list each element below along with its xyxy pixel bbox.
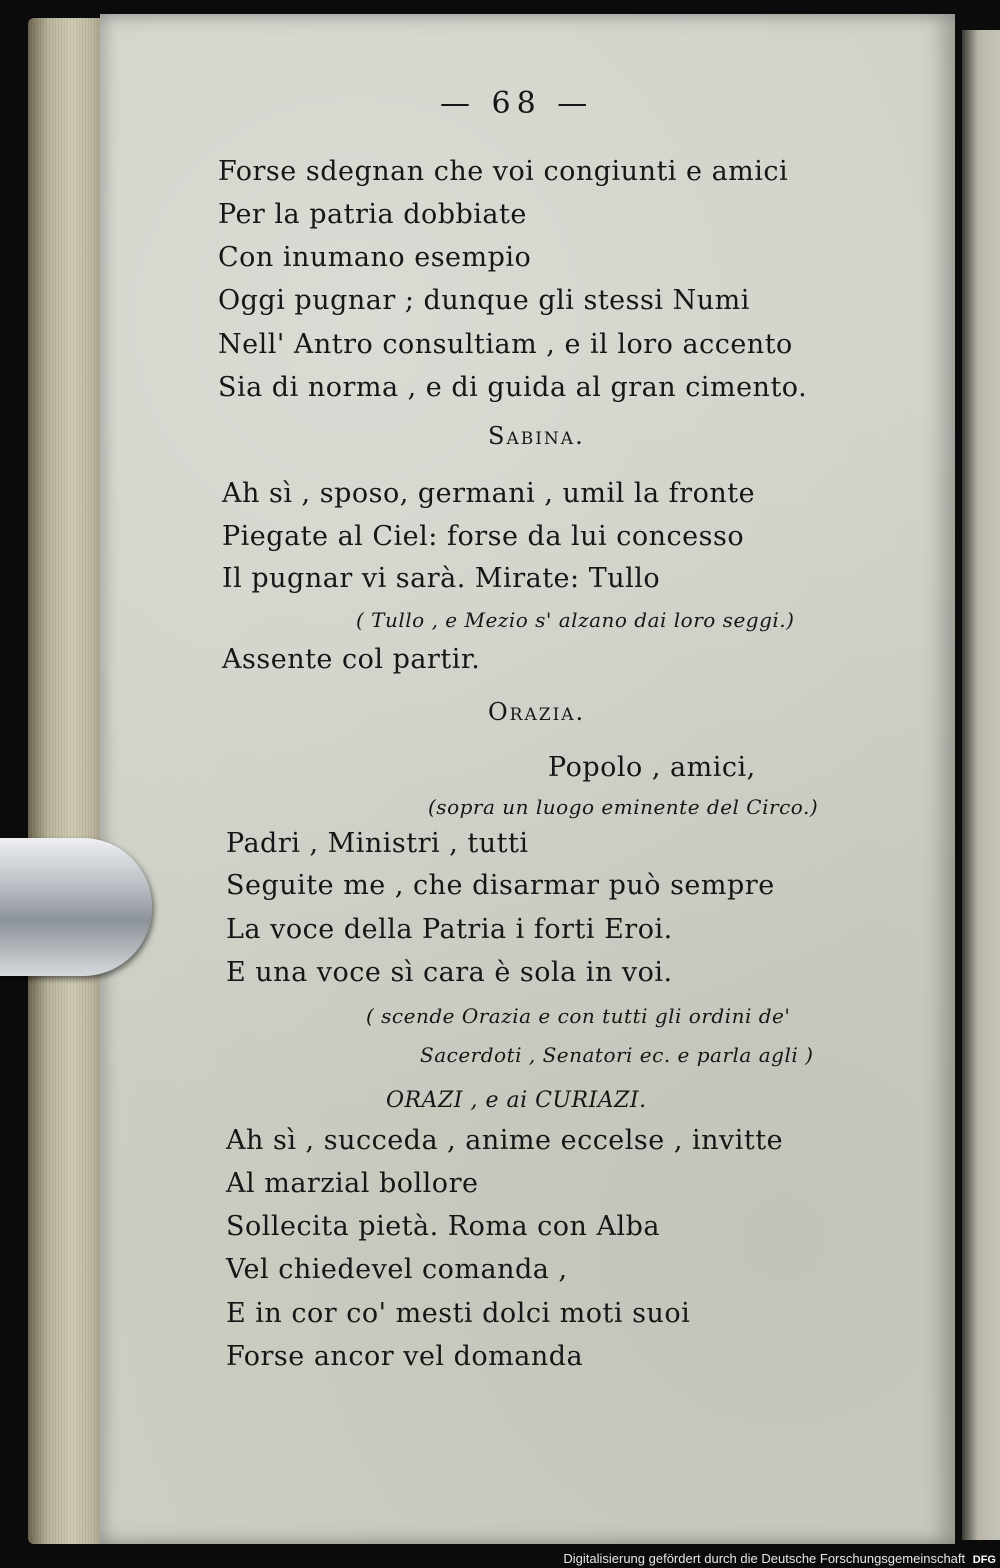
verse-line: La voce della Patria i forti Eroi. [226,914,673,945]
verse-line: Forse sdegnan che voi congiunti e amici [218,156,789,187]
verse-line: Al marzial bollore [226,1168,479,1199]
verse-line: Per la patria dobbiate [218,199,527,230]
addressee-line: ORAZI , e ai CURIAZI. [386,1088,647,1113]
verse-line: Seguite me , che disarmar può sempre [226,870,775,901]
verse-line: Il pugnar vi sarà. Mirate: Tullo [222,563,661,594]
speaker-name: Orazia. [488,698,586,726]
verse-line: Nell' Antro consultiam , e il loro accento [218,329,793,360]
dfg-logo: DFG [972,1554,996,1566]
stage-direction: ( Tullo , e Mezio s' alzano dai loro seggi.) [356,608,795,632]
speaker-name: Sabina. [488,422,585,450]
verse-line: Sollecita pietà. Roma con Alba [226,1211,661,1242]
verse-line: E in cor co' mesti dolci moti suoi [226,1298,691,1329]
page-number: — 68 — [440,86,594,121]
digitization-credit [563,1551,996,1566]
verse-line: Padri , Ministri , tutti [226,828,529,859]
stage-direction: ( scende Orazia e con tutti gli ordini de' [366,1004,791,1028]
credit-text: Digitalisierung gefördert durch die Deutsche Forschungsgemeinschaft [563,1551,966,1566]
next-page-edge [962,30,1000,1540]
verse-line: Popolo , amici, [548,752,756,783]
verse-line: E una voce sì cara è sola in voi. [226,957,673,988]
verse-line: Piegate al Ciel: forse da lui concesso [222,521,745,552]
book-page-edges [28,18,108,1544]
verse-line: Ah sì , succeda , anime eccelse , invitte [226,1125,784,1156]
stage-direction: (sopra un luogo eminente del Circo.) [428,795,819,819]
verse-line: Oggi pugnar ; dunque gli stessi Numi [218,285,750,316]
page-holder-clip [0,838,152,976]
verse-line: Assente col partir. [222,644,481,675]
verse-line: Con inumano esempio [218,242,532,273]
stage-direction: Sacerdoti , Senatori ec. e parla agli ) [420,1043,814,1067]
verse-line: Ah sì , sposo, germani , umil la fronte [222,478,756,509]
verse-line: Forse ancor vel domanda [226,1341,584,1372]
verse-line: Sia di norma , e di guida al gran cimento. [218,372,808,403]
verse-line: Vel chiedevel comanda , [226,1254,568,1285]
